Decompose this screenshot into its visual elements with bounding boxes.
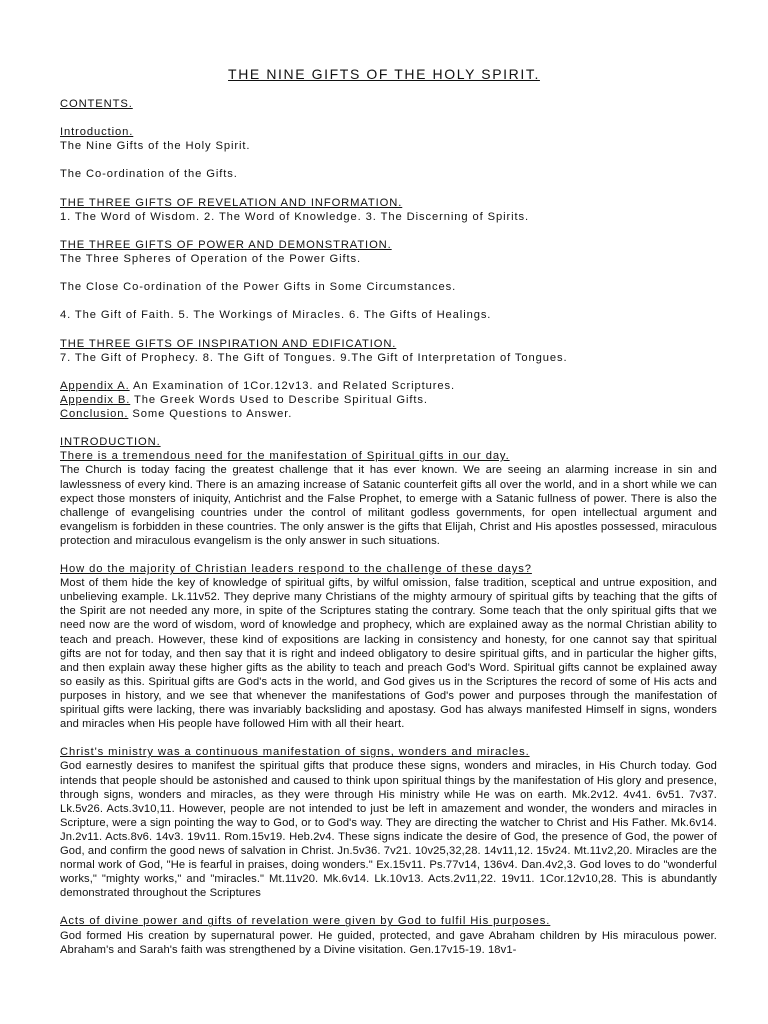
section-paragraph: Most of them hide the key of knowledge of spiritual gifts, by wilful omission, false tradition, sceptical and untrue exposition, and unbelieving example. Lk.11v52. They deprive many Christians of the mighty armoury of spiritual gifts by teaching that the gifts of the Spirit are not needed any more, in spite of the Scriptures stating the contrary. Some teach that the only spiritual gifts that we need now are the word of wisdom, word of knowledge and prophecy, which are explained away as the normal Christian ability to teach and preach. However, these kind of expositions are lacking in consistency and honesty, for one cannot say that spiritual gifts are not for today, and then say that it is right and indeed obligatory to desire spiritual gifts, and in particular the higher gifts, and then explain away these higher gifts as the ability to teach and preach God's Word. Spiritual gifts cannot be explained away so easily as this. Spiritual gifts are God's acts in the world, and God gives us in the Scriptures the record of some of His acts and purposes in history, and we see that whenever the manifestations of God's power and purposes through the manifestation of spiritual gifts were lacking, there was invariably backsliding and apostasy. God has always manifested Himself in signs, wonders and miracles when His people have followed Him with all their heart. — [60, 577, 717, 731]
appendix-b-text: The Greek Words Used to Describe Spiritual Gifts. — [130, 393, 428, 406]
contents-nine-gifts: The Nine Gifts of the Holy Spirit. — [60, 140, 251, 153]
contents-inspiration-heading: THE THREE GIFTS OF INSPIRATION AND EDIFICATION. — [60, 337, 397, 350]
appendix-b-label: Appendix B. — [60, 393, 131, 406]
section-paragraph: The Church is today facing the greatest challenge that it has ever known. We are seeing an alarming increase in sin and lawlessness of every kind. There is an amazing increase of Satanic counterfeit gifts all over the world, and in a short while we can expect those monsters of iniquity, Antichrist and the False Prophet, to emerge with a Satanic fullness of power. There is also the challenge of evangelising countries under the control of militant godless governments, for open intellectual argument and evangelism is forbidden in these countries. The only answer is the gifts that Elijah, Christ and His apostles possessed, miraculous protection and miraculous evangelism is the only answer in such situations. — [60, 464, 717, 547]
contents-power-spheres: The Three Spheres of Operation of the Power Gifts. — [60, 253, 361, 266]
contents-introduction: Introduction. — [60, 126, 134, 139]
section-heading: There is a tremendous need for the manifestation of Spiritual gifts in our day. — [60, 450, 510, 463]
section-heading: How do the majority of Christian leaders respond to the challenge of these days? — [60, 563, 532, 576]
conclusion-label: Conclusion. — [60, 408, 129, 421]
section-heading: Acts of divine power and gifts of revelation were given by God to fulfil His purposes. — [60, 915, 551, 928]
section-paragraph: God formed His creation by supernatural power. He guided, protected, and gave Abraham children by His miraculous power. Abraham's and Sarah's faith was strengthened by a Divine visitation. Gen.17v15-19. 18v1- — [60, 929, 717, 956]
contents-heading: CONTENTS. — [60, 98, 133, 110]
appendix-a-label: Appendix A. — [60, 379, 130, 392]
appendix-a-text: An Examination of 1Cor.12v13. and Related Scriptures. — [129, 379, 455, 392]
contents-appendix-b — [60, 393, 717, 407]
contents-power-items: 4. The Gift of Faith. 5. The Workings of Miracles. 6. The Gifts of Healings. — [60, 309, 492, 322]
contents-power-heading: THE THREE GIFTS OF POWER AND DEMONSTRATION. — [60, 238, 392, 251]
document-title: THE NINE GIFTS OF THE HOLY SPIRIT. — [228, 66, 540, 82]
contents-appendix-a — [60, 379, 717, 393]
document-body — [60, 97, 717, 957]
contents-coordination: The Co-ordination of the Gifts. — [60, 168, 238, 181]
section-paragraph: God earnestly desires to manifest the spiritual gifts that produce these signs, wonders and miracles, in His Church today. God intends that people should be astonished and caused to think upon spiritual things by the manifestation of His glory and presence, through signs, wonders and miracles, as they were through His ministry while He was on earth. Mk.2v12. 4v41. 6v51. 7v37. Lk.5v26. Acts.3v10,11. However, people are not intended to just be left in amazement and wonder, the wonders and miracles in Scripture, were a sign pointing the way to God, or to God's way. They are directing the watcher to Christ and His Father. Mk.6v14. Jn.2v11. Acts.8v6. 14v3. 19v11. Rom.15v19. Heb.2v4. These signs indicate the desire of God, the presence of God, the power of God, and confirm the good news of salvation in Christ. Jn.5v36. 7v21. 10v25,32,28. 14v11,12. 15v24. Mt.11v2,20. Miracles are the normal work of God, "He is fearful in praises, doing wonders." Ex.15v11. Ps.77v14, 136v4. Dan.4v2,3. God loves to do "wonderful works," "mighty works," and "miracles." Mt.11v20. Mk.6v14. Lk.10v13. Acts.2v11,22. 19v11. 1Cor.12v10,28. This is abundantly demonstrated throughout the Scriptures — [60, 760, 717, 900]
contents-power-close: The Close Co-ordination of the Power Gifts in Some Circumstances. — [60, 281, 457, 294]
conclusion-text: Some Questions to Answer. — [128, 408, 293, 421]
section-heading: Christ's ministry was a continuous manifestation of signs, wonders and miracles. — [60, 746, 530, 759]
contents-inspiration-items: 7. The Gift of Prophecy. 8. The Gift of Tongues. 9.The Gift of Interpretation of Tongues. — [60, 351, 568, 364]
contents-revelation-items: 1. The Word of Wisdom. 2. The Word of Knowledge. 3. The Discerning of Spirits. — [60, 210, 529, 223]
contents-revelation-heading: THE THREE GIFTS OF REVELATION AND INFORMATION. — [60, 196, 403, 209]
contents-conclusion — [60, 407, 717, 421]
introduction-heading: INTRODUCTION. — [60, 436, 161, 449]
